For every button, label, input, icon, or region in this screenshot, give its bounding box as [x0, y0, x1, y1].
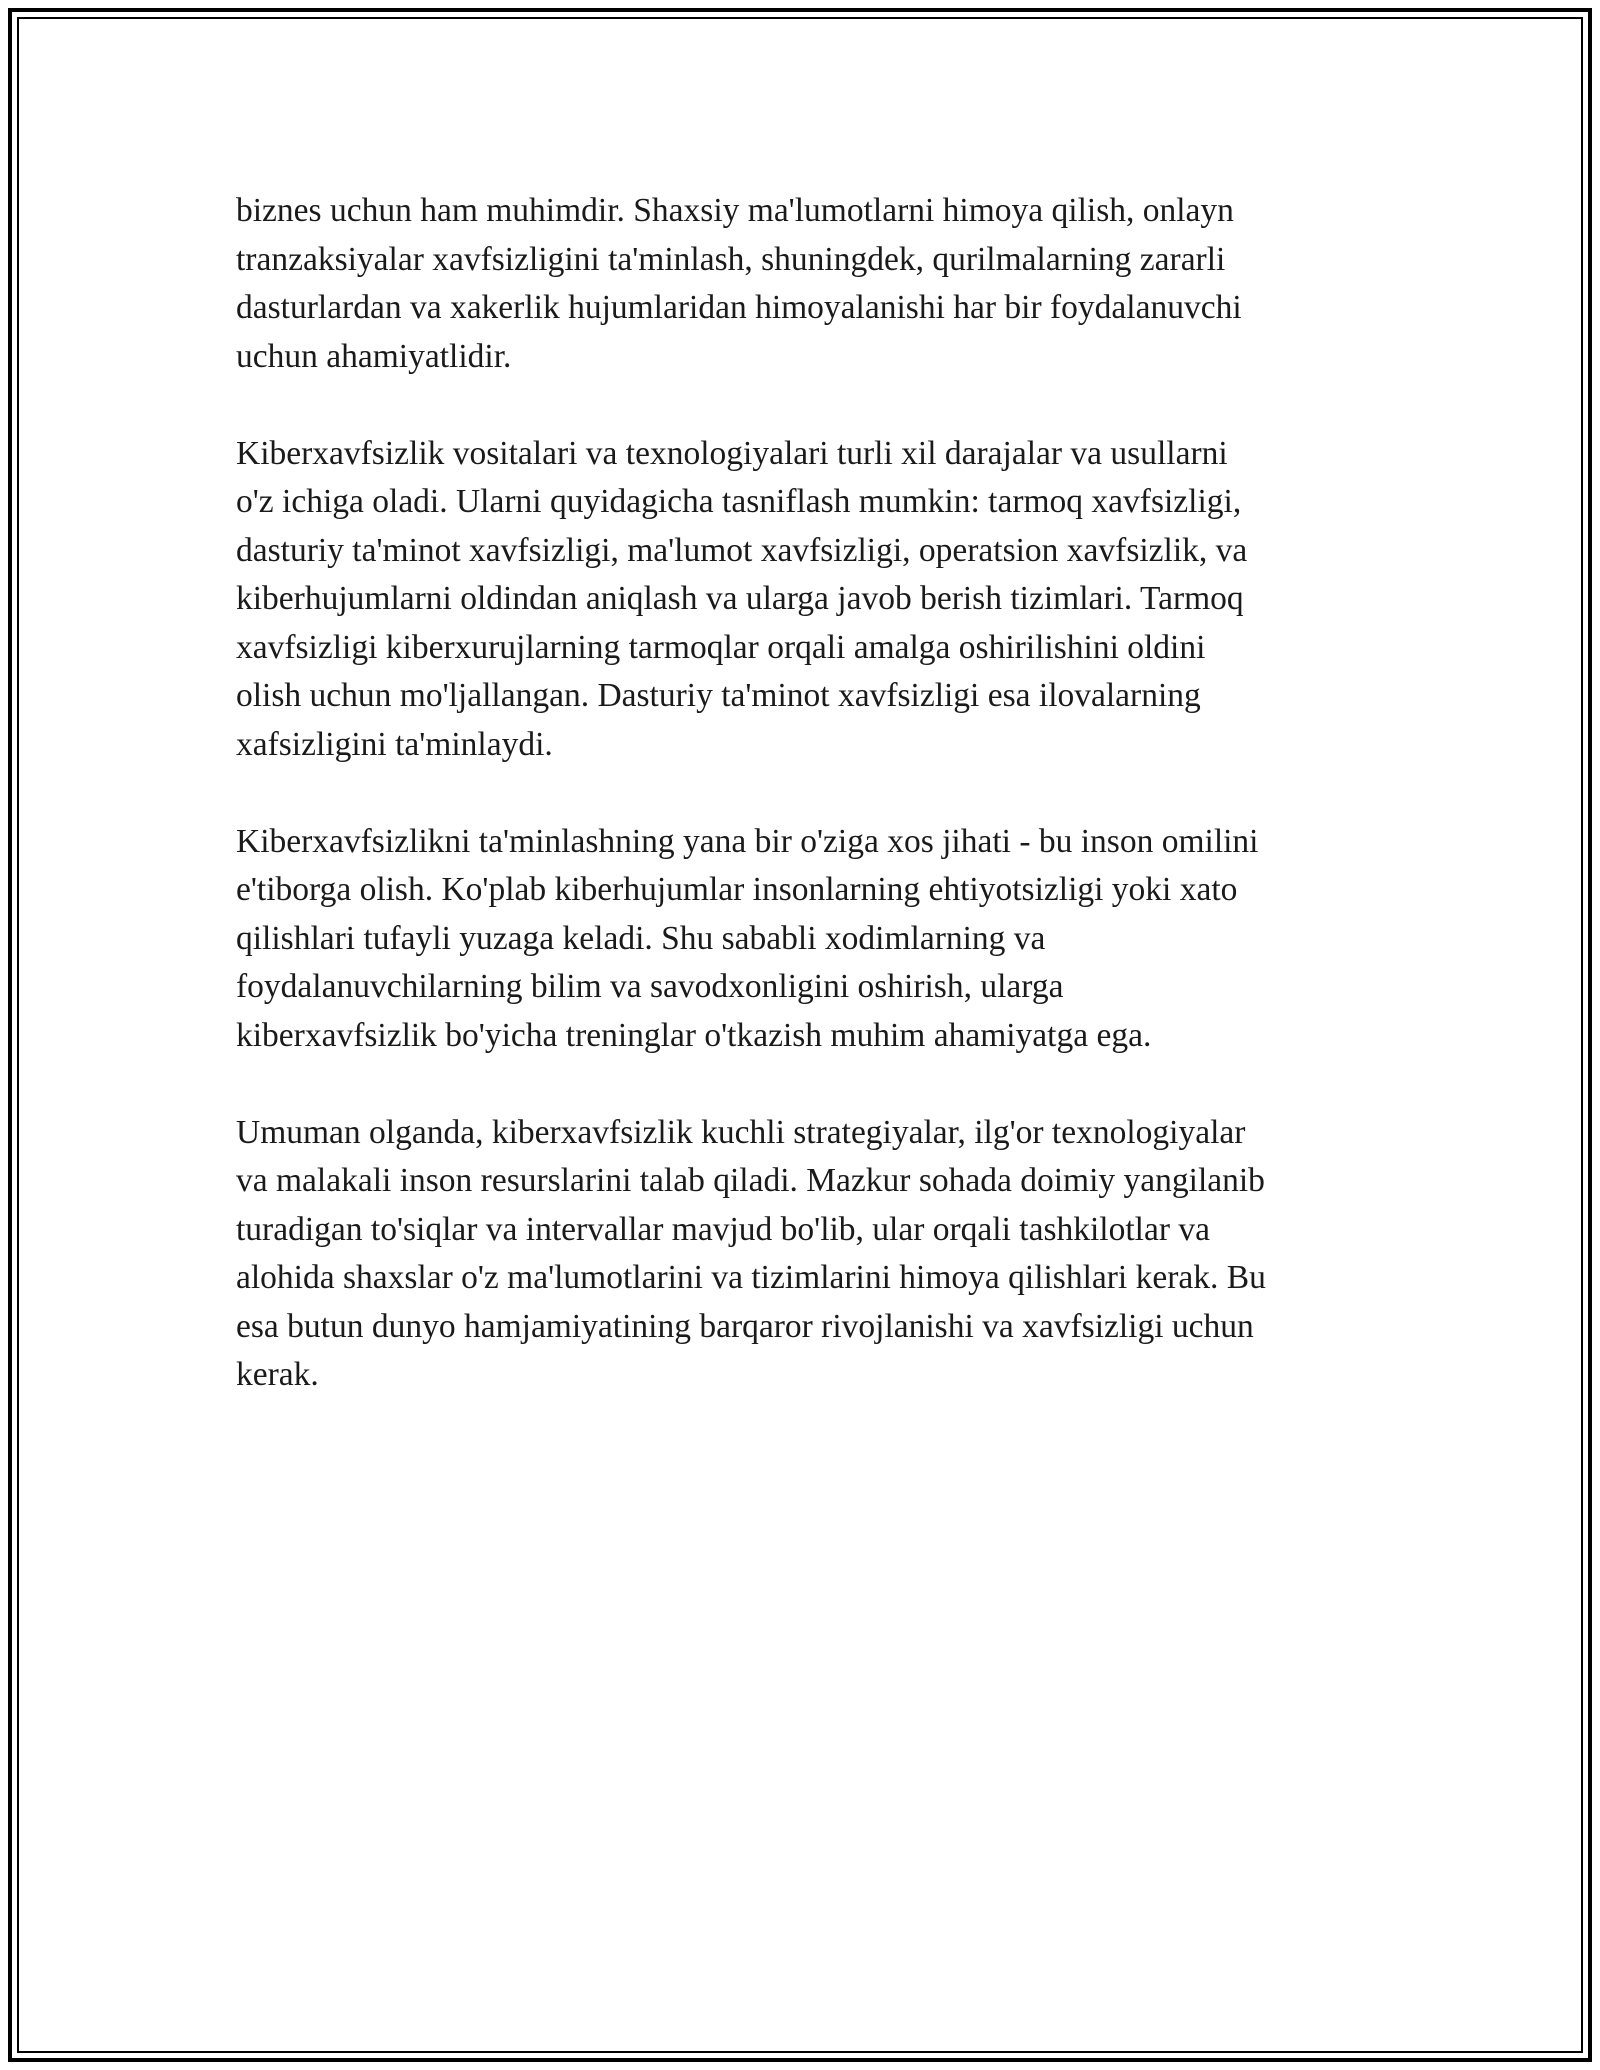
text-line: xavfsizligi kiberxurujlarning tarmoqlar orqali amalga oshirilishini oldini: [236, 628, 1206, 666]
text-line: qilishlari tufayli yuzaga keladi. Shu sababli xodimlarning va: [236, 919, 1046, 957]
text-line: turadigan to'siqlar va intervallar mavjud bo'lib, ular orqali tashkilotlar va: [236, 1210, 1210, 1248]
text-line: dasturlardan va xakerlik hujumlaridan himoyalanishi har bir foydalanuvchi: [236, 289, 1242, 326]
text-line: biznes uchun ham muhimdir. Shaxsiy ma'lumotlarni himoya qilish, onlayn: [236, 192, 1234, 229]
text-line: dasturiy ta'minot xavfsizligi, ma'lumot xavfsizligi, operatsion xavfsizlik, va: [236, 531, 1248, 569]
text-line: xafsizligini ta'minlaydi.: [236, 725, 553, 763]
text-line: tranzaksiyalar xavfsizligini ta'minlash, shuningdek, qurilmalarning zararli: [236, 240, 1226, 278]
text-line: va malakali inson resurslarini talab qiladi. Mazkur sohada doimiy yangilanib: [236, 1162, 1265, 1199]
text-line: alohida shaxslar o'z ma'lumotlarini va tizimlarini himoya qilishlari kerak. Bu: [236, 1259, 1266, 1296]
text-line: Umuman olganda, kiberxavfsizlik kuchli strategiyalar, ilg'or texnologiyalar: [236, 1113, 1246, 1151]
paragraph-3: [236, 818, 1366, 1061]
text-line: kiberxavfsizlik bo'yicha treninglar o'tkazish muhim ahamiyatga ega.: [236, 1016, 1152, 1054]
paragraph-1: [236, 187, 1366, 381]
paragraph-4: [236, 1109, 1366, 1400]
text-line: foydalanuvchilarning bilim va savodxonligini oshirish, ularga: [236, 968, 1064, 1005]
text-line: o'z ichiga oladi. Ularni quyidagicha tasniflash mumkin: tarmoq xavfsizligi,: [236, 483, 1242, 520]
text-line: Kiberxavfsizlik vositalari va texnologiyalari turli xil darajalar va usullarni: [236, 434, 1228, 472]
text-line: olish uchun mo'ljallangan. Dasturiy ta'minot xavfsizligi esa ilovalarning: [236, 677, 1201, 714]
paragraph-2: [236, 430, 1366, 770]
document-body: [236, 187, 1366, 1448]
text-line: e'tiborga olish. Ko'plab kiberhujumlar insonlarning ehtiyotsizligi yoki xato: [236, 871, 1238, 908]
text-line: esa butun dunyo hamjamiyatining barqaror rivojlanishi va xavfsizligi uchun: [236, 1307, 1254, 1345]
text-line: kerak.: [236, 1356, 319, 1393]
text-line: Kiberxavfsizlikni ta'minlashning yana bir o'ziga xos jihati - bu inson omilini: [236, 822, 1259, 860]
text-line: kiberhujumlarni oldindan aniqlash va ularga javob berish tizimlari. Tarmoq: [236, 580, 1244, 617]
text-line: uchun ahamiyatlidir.: [236, 337, 512, 375]
